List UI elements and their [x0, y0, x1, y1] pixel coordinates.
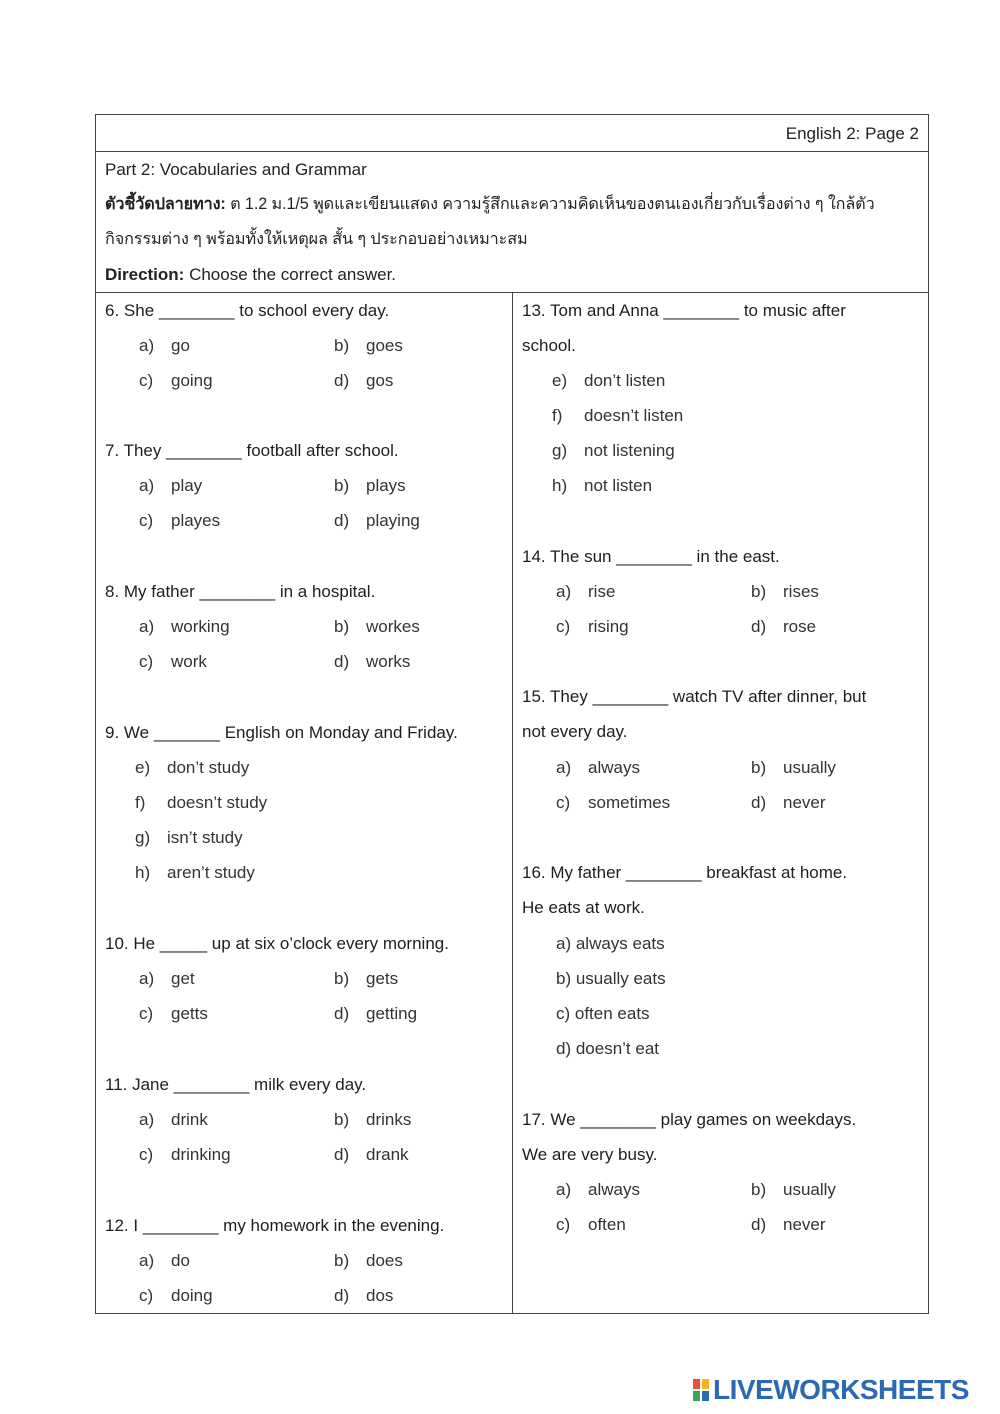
question-14: 14. The sun ________ in the east.: [522, 547, 780, 566]
option-text: never: [783, 1215, 826, 1234]
q6-option-b[interactable]: [334, 328, 403, 363]
option-text: rises: [783, 582, 819, 601]
letter: a): [556, 582, 572, 601]
q16-option-c[interactable]: c) often eats: [556, 1004, 650, 1023]
letter: b): [334, 1110, 350, 1129]
option-text: don’t study: [167, 758, 250, 777]
indicator-text-2: กิจกรรมต่าง ๆ พร้อมทั้งให้เหตุผล สั้น ๆ ประกอบอย่างเหมาะสม: [105, 230, 528, 248]
q14-option-d[interactable]: [751, 609, 816, 644]
q14-option-c[interactable]: [556, 609, 629, 644]
q16-option-d[interactable]: d) doesn’t eat: [556, 1039, 660, 1058]
letter: c): [139, 371, 154, 390]
option-text: gos: [366, 371, 394, 390]
letter: a): [139, 1251, 155, 1270]
q13-option-h[interactable]: [552, 468, 652, 503]
letter: e): [552, 371, 568, 390]
q9-option-g[interactable]: [135, 820, 243, 855]
option-text: drinks: [366, 1110, 412, 1129]
q10-option-c[interactable]: [139, 996, 208, 1031]
q15-option-b[interactable]: [751, 750, 836, 785]
q6-option-d[interactable]: [334, 363, 393, 398]
option-text: don’t listen: [584, 371, 666, 390]
q12-option-a[interactable]: [139, 1243, 190, 1278]
logo-text: LIVEWORKSHEETS: [713, 1374, 969, 1405]
logo-squares-icon: [693, 1379, 709, 1401]
q17-option-c[interactable]: [556, 1207, 626, 1242]
letter: b): [751, 582, 767, 601]
option-text: do: [171, 1251, 190, 1270]
q15-option-d[interactable]: [751, 785, 826, 820]
letter: c): [556, 617, 571, 636]
question-8: 8. My father ________ in a hospital.: [105, 582, 376, 601]
letter: d): [751, 617, 767, 636]
question-9: 9. We _______ English on Monday and Friday.: [105, 723, 458, 742]
option-text: going: [171, 371, 213, 390]
right-column: [513, 293, 928, 1313]
letter: a): [139, 336, 155, 355]
question-15: 15. They ________ watch TV after dinner, but: [522, 687, 867, 706]
option-text: doesn’t listen: [584, 406, 684, 425]
q14-option-a[interactable]: [556, 574, 615, 609]
option-text: playes: [171, 511, 221, 530]
q16-option-b[interactable]: b) usually eats: [556, 969, 666, 988]
q11-option-a[interactable]: [139, 1102, 208, 1137]
letter: c): [139, 1286, 154, 1305]
letter: h): [552, 476, 568, 495]
option-text: rose: [783, 617, 817, 636]
letter: d): [334, 1004, 350, 1023]
q11-option-b[interactable]: [334, 1102, 411, 1137]
option-text: gets: [366, 969, 399, 988]
letter: c): [139, 511, 154, 530]
question-17: 17. We ________ play games on weekdays.: [522, 1110, 857, 1129]
q7-option-d[interactable]: [334, 503, 420, 538]
letter: c): [556, 793, 571, 812]
option-text: doing: [171, 1286, 213, 1305]
q9-option-e[interactable]: [135, 750, 249, 785]
question-12: 12. I ________ my homework in the evening.: [105, 1216, 445, 1235]
option-text: not listen: [584, 476, 653, 495]
letter: a): [139, 617, 155, 636]
option-text: works: [366, 652, 411, 671]
option-text: drink: [171, 1110, 208, 1129]
option-text: play: [171, 476, 203, 495]
option-text: usually: [783, 758, 836, 777]
letter: b): [334, 476, 350, 495]
question-15-cont: not every day.: [522, 722, 628, 741]
option-text: workes: [366, 617, 420, 636]
letter: d): [334, 371, 350, 390]
option-text: getts: [171, 1004, 208, 1023]
q17-option-a[interactable]: [556, 1172, 640, 1207]
letter: d): [751, 1215, 767, 1234]
option-text: doesn’t study: [167, 793, 268, 812]
left-column: [96, 293, 513, 1313]
letter: c): [139, 652, 154, 671]
letter: b): [751, 758, 767, 777]
q10-option-d[interactable]: [334, 996, 417, 1031]
option-text: go: [171, 336, 190, 355]
question-16: 16. My father ________ breakfast at home.: [522, 863, 848, 882]
option-text: work: [171, 652, 207, 671]
indicator-text-1: ต 1.2 ม.1/5 พูดและเขียนแสดง ความรู้สึกและความคิดเห็นของตนเองเกี่ยวกับเรื่องต่าง ๆ ใกล้ตัว: [230, 195, 875, 213]
letter: c): [556, 1215, 571, 1234]
q9-option-f[interactable]: [135, 785, 267, 820]
q10-option-b[interactable]: [334, 961, 398, 996]
letter: b): [334, 336, 350, 355]
letter: d): [334, 1145, 350, 1164]
letter: f): [552, 406, 563, 425]
option-text: always: [588, 1180, 640, 1199]
q9-option-h[interactable]: [135, 855, 255, 890]
q8-option-a[interactable]: [139, 609, 230, 644]
letter: b): [751, 1180, 767, 1199]
letter: b): [334, 1251, 350, 1270]
letter: g): [135, 828, 151, 847]
question-17-cont: We are very busy.: [522, 1145, 658, 1164]
q10-option-a[interactable]: [139, 961, 195, 996]
question-16-cont: He eats at work.: [522, 898, 645, 917]
option-text: never: [783, 793, 826, 812]
option-text: often: [588, 1215, 626, 1234]
option-text: working: [171, 617, 230, 636]
option-text: usually: [783, 1180, 836, 1199]
question-13: 13. Tom and Anna ________ to music after: [522, 301, 846, 320]
option-text: drinking: [171, 1145, 231, 1164]
q15-option-c[interactable]: [556, 785, 670, 820]
q12-option-c[interactable]: [139, 1278, 213, 1313]
letter: e): [135, 758, 151, 777]
q8-option-b[interactable]: [334, 609, 420, 644]
option-text: drank: [366, 1145, 409, 1164]
letter: h): [135, 863, 151, 882]
option-text: aren’t study: [167, 863, 255, 882]
q14-option-b[interactable]: [751, 574, 819, 609]
q17-option-b[interactable]: [751, 1172, 836, 1207]
q8-option-d[interactable]: [334, 644, 410, 679]
question-11: 11. Jane ________ milk every day.: [105, 1075, 367, 1094]
liveworksheets-logo[interactable]: [693, 1375, 969, 1405]
letter: c): [139, 1004, 154, 1023]
option-text: playing: [366, 511, 420, 530]
q7-option-c[interactable]: [139, 503, 220, 538]
question-10: 10. He _____ up at six o’clock every morning.: [105, 934, 449, 953]
section-header: [96, 152, 928, 293]
question-6: 6. She ________ to school every day.: [105, 301, 390, 320]
option-text: not listening: [584, 441, 675, 460]
letter: a): [556, 758, 572, 777]
option-text: sometimes: [588, 793, 671, 812]
q7-option-a[interactable]: [139, 468, 202, 503]
option-text: rising: [588, 617, 629, 636]
q6-option-c[interactable]: [139, 363, 213, 398]
option-text: get: [171, 969, 195, 988]
letter: a): [139, 969, 155, 988]
option-text: isn’t study: [167, 828, 243, 847]
question-7: 7. They ________ football after school.: [105, 441, 399, 460]
part-title: Part 2: Vocabularies and Grammar: [105, 160, 367, 179]
option-text: dos: [366, 1286, 394, 1305]
option-text: rise: [588, 582, 616, 601]
letter: d): [334, 652, 350, 671]
worksheet-table: [95, 114, 929, 1314]
letter: b): [334, 969, 350, 988]
q6-option-a[interactable]: [139, 328, 190, 363]
q13-option-f[interactable]: [552, 398, 683, 433]
indicator-label: ตัวชี้วัดปลายทาง:: [105, 195, 226, 213]
indicator-line-1: [105, 187, 919, 222]
question-13-cont: school.: [522, 336, 576, 355]
direction-line: [105, 257, 919, 292]
q15-option-a[interactable]: [556, 750, 640, 785]
letter: f): [135, 793, 146, 812]
direction-label: Direction:: [105, 265, 185, 284]
q16-option-a[interactable]: a) always eats: [556, 934, 665, 953]
option-text: does: [366, 1251, 403, 1270]
letter: b): [334, 617, 350, 636]
q13-option-g[interactable]: [552, 433, 675, 468]
q12-option-b[interactable]: [334, 1243, 403, 1278]
letter: c): [139, 1145, 154, 1164]
option-text: plays: [366, 476, 406, 495]
q11-option-c[interactable]: [139, 1137, 231, 1172]
q17-option-d[interactable]: [751, 1207, 826, 1242]
letter: d): [751, 793, 767, 812]
option-text: always: [588, 758, 640, 777]
letter: g): [552, 441, 568, 460]
letter: a): [139, 476, 155, 495]
q12-option-d[interactable]: [334, 1278, 393, 1313]
option-text: getting: [366, 1004, 418, 1023]
direction-text: Choose the correct answer.: [189, 265, 397, 284]
page-label: English 2: Page 2: [96, 115, 928, 152]
letter: d): [334, 1286, 350, 1305]
option-text: goes: [366, 336, 403, 355]
letter: a): [139, 1110, 155, 1129]
letter: d): [334, 511, 350, 530]
letter: a): [556, 1180, 572, 1199]
q7-option-b[interactable]: [334, 468, 406, 503]
q8-option-c[interactable]: [139, 644, 207, 679]
q11-option-d[interactable]: [334, 1137, 409, 1172]
q13-option-e[interactable]: [552, 363, 665, 398]
